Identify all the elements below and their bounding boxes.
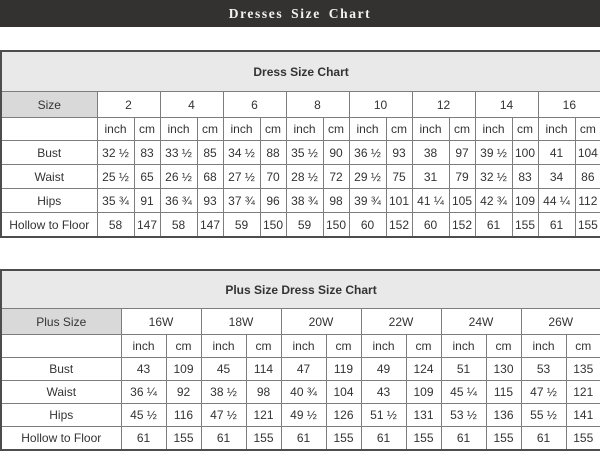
- cm-value-cell: 136: [486, 404, 521, 427]
- cm-value-cell: 155: [486, 427, 521, 451]
- inch-value-cell: 61: [475, 213, 512, 238]
- unit-inch-header: inch: [97, 118, 134, 141]
- inch-value-cell: 59: [223, 213, 260, 238]
- size-header-cell: 26W: [521, 309, 600, 335]
- cm-value-cell: 155: [166, 427, 201, 451]
- inch-value-cell: 35 ½: [286, 141, 323, 165]
- inch-value-cell: 38 ½: [201, 381, 246, 404]
- unit-header-row: [1, 118, 600, 141]
- inch-value-cell: 31: [412, 165, 449, 189]
- unit-inch-header: inch: [223, 118, 260, 141]
- cm-value-cell: 96: [260, 189, 286, 213]
- cm-value-cell: 130: [486, 358, 521, 381]
- inch-value-cell: 60: [349, 213, 386, 238]
- unit-cm-header: cm: [260, 118, 286, 141]
- cm-value-cell: 116: [166, 404, 201, 427]
- inch-value-cell: 61: [361, 427, 406, 451]
- size-header-cell: 16W: [121, 309, 201, 335]
- inch-value-cell: 45: [201, 358, 246, 381]
- cm-value-cell: 65: [134, 165, 160, 189]
- unit-header-row: [1, 335, 600, 358]
- cm-value-cell: 155: [246, 427, 281, 451]
- cm-value-cell: 131: [406, 404, 441, 427]
- cm-value-cell: 126: [326, 404, 361, 427]
- size-header-cell: 24W: [441, 309, 521, 335]
- size-header-cell: 14: [475, 92, 538, 118]
- inch-value-cell: 36 ½: [349, 141, 386, 165]
- cm-value-cell: 135: [566, 358, 600, 381]
- inch-value-cell: 41: [538, 141, 575, 165]
- cm-value-cell: 101: [386, 189, 412, 213]
- unit-inch-header: inch: [281, 335, 326, 358]
- measurement-label: Waist: [1, 165, 97, 189]
- inch-value-cell: 36 ¼: [121, 381, 166, 404]
- unit-row-spacer: [1, 118, 97, 141]
- cm-value-cell: 115: [486, 381, 521, 404]
- inch-value-cell: 37 ¾: [223, 189, 260, 213]
- inch-value-cell: 51 ½: [361, 404, 406, 427]
- inch-value-cell: 53: [521, 358, 566, 381]
- cm-value-cell: 147: [134, 213, 160, 238]
- measurement-label: Waist: [1, 381, 121, 404]
- unit-inch-header: inch: [412, 118, 449, 141]
- cm-value-cell: 91: [134, 189, 160, 213]
- inch-value-cell: 36 ¾: [160, 189, 197, 213]
- cm-value-cell: 104: [326, 381, 361, 404]
- inch-value-cell: 27 ½: [223, 165, 260, 189]
- inch-value-cell: 61: [538, 213, 575, 238]
- size-row-label: Plus Size: [1, 309, 121, 335]
- inch-value-cell: 49: [361, 358, 406, 381]
- cm-value-cell: 150: [260, 213, 286, 238]
- unit-cm-header: cm: [326, 335, 361, 358]
- cm-value-cell: 152: [386, 213, 412, 238]
- measurement-row: [1, 189, 600, 213]
- size-header-cell: 8: [286, 92, 349, 118]
- size-header-cell: 16: [538, 92, 600, 118]
- size-header-cell: 10: [349, 92, 412, 118]
- inch-value-cell: 61: [441, 427, 486, 451]
- cm-value-cell: 86: [575, 165, 600, 189]
- unit-cm-header: cm: [486, 335, 521, 358]
- table-title-row: [1, 51, 600, 92]
- unit-cm-header: cm: [246, 335, 281, 358]
- inch-value-cell: 39 ½: [475, 141, 512, 165]
- cm-value-cell: 155: [566, 427, 600, 451]
- cm-value-cell: 119: [326, 358, 361, 381]
- inch-value-cell: 55 ½: [521, 404, 566, 427]
- cm-value-cell: 105: [449, 189, 475, 213]
- measurement-label: Bust: [1, 141, 97, 165]
- inch-value-cell: 43: [361, 381, 406, 404]
- measurement-row: [1, 213, 600, 238]
- unit-cm-header: cm: [449, 118, 475, 141]
- inch-value-cell: 61: [521, 427, 566, 451]
- size-header-row: [1, 309, 600, 335]
- page-title: Dresses Size Chart: [228, 6, 372, 21]
- unit-cm-header: cm: [134, 118, 160, 141]
- measurement-label: Hollow to Floor: [1, 213, 97, 238]
- unit-cm-header: cm: [512, 118, 538, 141]
- inch-value-cell: 61: [121, 427, 166, 451]
- inch-value-cell: 58: [160, 213, 197, 238]
- unit-inch-header: inch: [441, 335, 486, 358]
- cm-value-cell: 147: [197, 213, 223, 238]
- cm-value-cell: 150: [323, 213, 349, 238]
- inch-value-cell: 43: [121, 358, 166, 381]
- unit-inch-header: inch: [121, 335, 166, 358]
- inch-value-cell: 44 ¼: [538, 189, 575, 213]
- inch-value-cell: 38: [412, 141, 449, 165]
- unit-inch-header: inch: [286, 118, 323, 141]
- inch-value-cell: 29 ½: [349, 165, 386, 189]
- cm-value-cell: 70: [260, 165, 286, 189]
- unit-inch-header: inch: [160, 118, 197, 141]
- cm-value-cell: 93: [197, 189, 223, 213]
- inch-value-cell: 40 ¾: [281, 381, 326, 404]
- inch-value-cell: 51: [441, 358, 486, 381]
- measurement-row: [1, 381, 600, 404]
- cm-value-cell: 79: [449, 165, 475, 189]
- dress-size-chart-table: [0, 50, 600, 238]
- cm-value-cell: 98: [246, 381, 281, 404]
- size-header-cell: 22W: [361, 309, 441, 335]
- measurement-row: [1, 141, 600, 165]
- measurement-label: Hollow to Floor: [1, 427, 121, 451]
- cm-value-cell: 93: [386, 141, 412, 165]
- cm-value-cell: 98: [323, 189, 349, 213]
- unit-cm-header: cm: [323, 118, 349, 141]
- cm-value-cell: 83: [512, 165, 538, 189]
- inch-value-cell: 41 ¼: [412, 189, 449, 213]
- unit-cm-header: cm: [166, 335, 201, 358]
- unit-inch-header: inch: [475, 118, 512, 141]
- inch-value-cell: 61: [281, 427, 326, 451]
- size-row-label: Size: [1, 92, 97, 118]
- inch-value-cell: 45 ¼: [441, 381, 486, 404]
- cm-value-cell: 112: [575, 189, 600, 213]
- inch-value-cell: 34 ½: [223, 141, 260, 165]
- cm-value-cell: 88: [260, 141, 286, 165]
- table-title: Dress Size Chart: [1, 51, 600, 92]
- cm-value-cell: 155: [326, 427, 361, 451]
- inch-value-cell: 47: [281, 358, 326, 381]
- inch-value-cell: 45 ½: [121, 404, 166, 427]
- page-header-bar: [0, 0, 600, 27]
- inch-value-cell: 42 ¾: [475, 189, 512, 213]
- unit-row-spacer: [1, 335, 121, 358]
- unit-cm-header: cm: [386, 118, 412, 141]
- inch-value-cell: 47 ½: [521, 381, 566, 404]
- cm-value-cell: 75: [386, 165, 412, 189]
- size-header-cell: 4: [160, 92, 223, 118]
- unit-inch-header: inch: [361, 335, 406, 358]
- inch-value-cell: 49 ½: [281, 404, 326, 427]
- unit-cm-header: cm: [575, 118, 600, 141]
- inch-value-cell: 59: [286, 213, 323, 238]
- cm-value-cell: 85: [197, 141, 223, 165]
- inch-value-cell: 61: [201, 427, 246, 451]
- measurement-label: Bust: [1, 358, 121, 381]
- unit-inch-header: inch: [201, 335, 246, 358]
- cm-value-cell: 152: [449, 213, 475, 238]
- cm-value-cell: 68: [197, 165, 223, 189]
- unit-cm-header: cm: [406, 335, 441, 358]
- table-title-row: [1, 270, 600, 309]
- inch-value-cell: 35 ¾: [97, 189, 134, 213]
- size-header-cell: 6: [223, 92, 286, 118]
- measurement-row: [1, 165, 600, 189]
- inch-value-cell: 34: [538, 165, 575, 189]
- unit-inch-header: inch: [349, 118, 386, 141]
- cm-value-cell: 155: [406, 427, 441, 451]
- size-header-row: [1, 92, 600, 118]
- size-header-cell: 18W: [201, 309, 281, 335]
- cm-value-cell: 90: [323, 141, 349, 165]
- cm-value-cell: 100: [512, 141, 538, 165]
- measurement-label: Hips: [1, 189, 97, 213]
- inch-value-cell: 53 ½: [441, 404, 486, 427]
- cm-value-cell: 97: [449, 141, 475, 165]
- measurement-row: [1, 404, 600, 427]
- inch-value-cell: 58: [97, 213, 134, 238]
- cm-value-cell: 92: [166, 381, 201, 404]
- size-header-cell: 20W: [281, 309, 361, 335]
- inch-value-cell: 28 ½: [286, 165, 323, 189]
- cm-value-cell: 141: [566, 404, 600, 427]
- measurement-row: [1, 427, 600, 451]
- unit-cm-header: cm: [197, 118, 223, 141]
- cm-value-cell: 121: [566, 381, 600, 404]
- unit-inch-header: inch: [538, 118, 575, 141]
- measurement-row: [1, 358, 600, 381]
- size-header-cell: 2: [97, 92, 160, 118]
- cm-value-cell: 121: [246, 404, 281, 427]
- unit-inch-header: inch: [521, 335, 566, 358]
- cm-value-cell: 109: [512, 189, 538, 213]
- inch-value-cell: 26 ½: [160, 165, 197, 189]
- inch-value-cell: 25 ½: [97, 165, 134, 189]
- cm-value-cell: 124: [406, 358, 441, 381]
- unit-cm-header: cm: [566, 335, 600, 358]
- cm-value-cell: 155: [512, 213, 538, 238]
- cm-value-cell: 155: [575, 213, 600, 238]
- cm-value-cell: 72: [323, 165, 349, 189]
- measurement-label: Hips: [1, 404, 121, 427]
- size-header-cell: 12: [412, 92, 475, 118]
- inch-value-cell: 33 ½: [160, 141, 197, 165]
- inch-value-cell: 60: [412, 213, 449, 238]
- cm-value-cell: 114: [246, 358, 281, 381]
- plus-size-dress-size-chart-table: [0, 269, 600, 451]
- inch-value-cell: 32 ½: [97, 141, 134, 165]
- cm-value-cell: 104: [575, 141, 600, 165]
- inch-value-cell: 47 ½: [201, 404, 246, 427]
- cm-value-cell: 83: [134, 141, 160, 165]
- cm-value-cell: 109: [166, 358, 201, 381]
- inch-value-cell: 39 ¾: [349, 189, 386, 213]
- inch-value-cell: 38 ¾: [286, 189, 323, 213]
- table-title: Plus Size Dress Size Chart: [1, 270, 600, 309]
- inch-value-cell: 32 ½: [475, 165, 512, 189]
- cm-value-cell: 109: [406, 381, 441, 404]
